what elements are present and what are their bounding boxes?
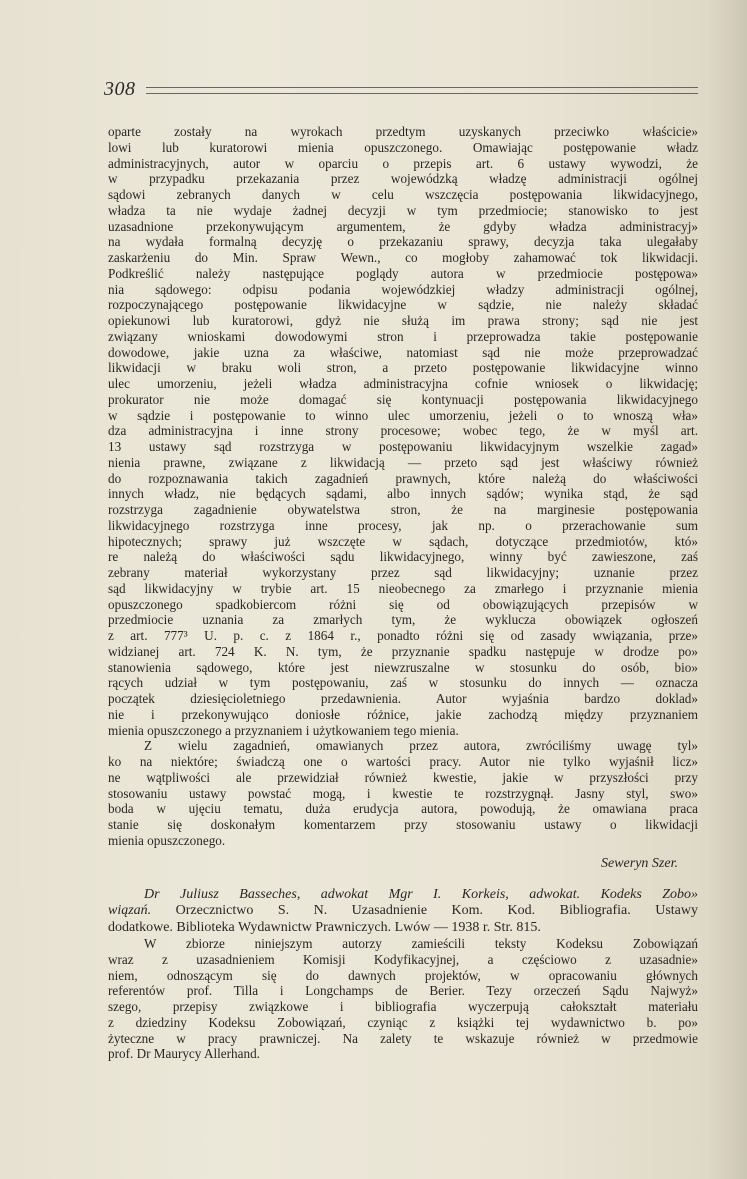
text-line: ko na niektóre; świadczą one o wartości pracy. Autor nie tylko wyjaśnił licz»: [108, 754, 698, 769]
text-line: związany wnioskami dowodowymi stron i przeprowadza takie postępowanie: [108, 328, 698, 344]
review-heading-title: wiązań.: [108, 903, 152, 918]
text-line: administracyjnych, autor w oparciu o przepis art. 6 ustawy wywodzi, że: [108, 155, 698, 171]
text-line: stanowienia sądowego, które jest niewzruszalne w stosunku do osób, bio»: [108, 659, 698, 675]
page-number: 308: [104, 78, 136, 100]
text-line: szego, przepisy związkowe i bibliografia wyczerpują całokształt materiału: [108, 999, 698, 1014]
text-line: przedmiocie uznania za zmarłych tym, że wyklucza obowiązek ogłoszeń: [108, 612, 698, 628]
text-line: hipotecznych; sprawy już wszczęte w sądach, dotyczące przedmiotów, któ»: [108, 533, 698, 549]
page-edge-shadow: [707, 0, 747, 1179]
text-line: opiekunowi lub kuratorowi, gdyż nie służą im prawa strony; sąd nie jest: [108, 313, 698, 328]
review-heading-authors: Dr Juliusz Basseches, adwokat Mgr I. Korkeis, adwokat. Kodeks Zobo»: [144, 886, 698, 902]
text-line: nie i przekonywująco doniosłe różnice, jakie zachodzą między przyznaniem: [108, 706, 698, 722]
text-line: opuszczonego spadkobiercom różni się od obowiązujących przepisów w: [108, 596, 698, 612]
text-line: oparte zostały na wyrokach przedtym uzyskanych przeciwko właścicie»: [108, 124, 698, 139]
text-line: Z wielu zagadnień, omawianych przez autora, zwróciliśmy uwagę tyl»: [144, 738, 698, 754]
text-line: mienia opuszczonego a przyznaniem i użytkowaniem tego mienia.: [108, 722, 459, 738]
text-line: wraz z uzasadnieniem Komisji Kodyfikacyjnej, a częściowo z uzasadnie»: [108, 951, 698, 967]
text-line: początek dziesięcioletniego przedawnienia. Autor wyjaśnia bardzo doklad»: [108, 691, 698, 706]
text-line: prokurator nie może domagać się kontynuacji postępowania likwidacyjnego: [108, 391, 698, 407]
review-heading: [108, 887, 698, 937]
text-line: Podkreślić należy następujące poglądy autora w przedmiocie postępowa»: [108, 265, 698, 281]
text-line: rozpoczynającego postępowanie likwidacyjne w sądzie, nie należy składać: [108, 297, 698, 313]
text-line: stosowaniu ustawy powstać mogą, i kwestie te rozstrzygnął. Jasny styl, swo»: [108, 785, 698, 801]
text-line: ulec umorzeniu, jeżeli władza administracyjna cofnie wniosek o likwidację;: [108, 376, 698, 391]
text-line: likwidacji w braku woli stron, a przeto postępowanie likwidacyjne winno: [108, 360, 698, 376]
text-line: W zbiorze niniejszym autorzy zamieścili teksty Kodeksu Zobowiązań: [144, 936, 698, 951]
text-line: żyteczne w pracy prawniczej. Na zalety te wskazuje również w przedmowie: [108, 1030, 698, 1046]
text-line: władza ta nie wydaje żadnej decyzji w tym przedmiocie; stanowisko to jest: [108, 202, 698, 218]
text-line: re należą do właściwości sądu likwidacyjnego, winny być zawieszone, zaś: [108, 549, 698, 565]
text-line: mienia opuszczonego.: [108, 832, 226, 848]
text-line: 13 ustawy sąd rozstrzyga w postępowaniu likwidacyjnym wszelkie zagad»: [108, 439, 698, 454]
review-heading-contents: Orzecznictwo S. N. Uzasadnienie Kom. Kod. Bibliografia. Ustawy: [151, 903, 698, 918]
text-line: rących udział w tym postępowaniu, zaś w stosunku do innych — oznacza: [108, 675, 698, 691]
header-rule: [146, 87, 698, 94]
text-line: stanie się doskonałym komentarzem przy stosowaniu ustawy o likwidacji: [108, 817, 698, 832]
text-line: niem, odnoszącym się do dawnych projektów, w opracowaniu głównych: [108, 967, 698, 983]
text-line: z dziedziny Kodeksu Zobowiązań, czyniąc z książki tej wydawnictwo b. po»: [108, 1014, 698, 1030]
text-line: sąd likwidacyjny w trybie art. 15 nieobecnego za zmarłego i przyznanie mienia: [108, 580, 698, 596]
review-heading-line-1: [108, 887, 698, 904]
text-line: zaskarżeniu do Min. Spraw Wewn., co mogłoby zahamować tok likwidacji.: [108, 250, 698, 265]
text-line: nienia prawne, związane z likwidacją — przeto sąd jest właściwy również: [108, 454, 698, 470]
text-line: innych władz, nie będących sądami, albo innych sądów; wynika stąd, że sąd: [108, 486, 698, 502]
section-spacer: [108, 875, 698, 887]
text-line: prof. Dr Maurycy Allerhand.: [108, 1046, 260, 1062]
text-line: referentów prof. Tilla i Longchamps de Berier. Tezy orzeczeń Sądu Najwyż»: [108, 983, 698, 999]
text-line: widzianej art. 724 K. N. tym, że przyznanie spadku następuje w drodze po»: [108, 643, 698, 659]
page-header: [104, 78, 698, 102]
review-body-paragraph: [108, 936, 698, 1062]
text-line: z art. 777³ U. p. c. z 1864 r., ponadto różni się od zasady wwiązania, prze»: [108, 628, 698, 643]
review-paragraph-2: [108, 738, 698, 848]
text-line: likwidacyjnego rozstrzyga inne procesy, jak np. o przerachowanie sum: [108, 517, 698, 533]
text-line: w sądzie i postępowanie to winno ulec umorzeniu, jeżeli o to wnoszą wła»: [108, 407, 698, 423]
text-line: rozstrzyga zagadnienie obywatelstwa stron, że na marginesie postępowania: [108, 502, 698, 517]
text-line: do rozpoznawania takich zagadnień prawnych, które należą do właściwości: [108, 470, 698, 486]
page-body: [108, 124, 698, 1062]
text-line: nia sądowego: odpisu podania wojewódzkiej władzy administracji ogólnej,: [108, 281, 698, 297]
text-line: w przypadku przekazania przez wojewódzką władzę administracji ogólnej: [108, 171, 698, 187]
text-line: sądowi zebranych danych w celu wszczęcia postępowania likwidacyjnego,: [108, 187, 698, 202]
review-heading-line-3: dodatkowe. Biblioteka Wydawnictw Prawniczych. Lwów — 1938 r. Str. 815.: [108, 919, 541, 935]
text-line: ne wątpliwości ale przewidział również kwestie, jakie w przyszłości przy: [108, 769, 698, 785]
review-paragraph-1: [108, 124, 698, 738]
text-line: lowi lub kuratorowi mienia opuszczonego. Omawiając postępowanie władz: [108, 139, 698, 155]
text-line: dowodowe, jakie uzna za właściwe, natomiast sąd nie może przeprowadzać: [108, 344, 698, 360]
reviewer-signature: Seweryn Szer.: [601, 855, 678, 871]
text-line: zebrany materiał wykorzystany przez sąd likwidacyjny; uznanie przez: [108, 565, 698, 580]
text-line: uzasadnione przekonywującym argumentem, że gdyby władza administracyj»: [108, 218, 698, 234]
text-line: na wydała formalną decyzję o przekazaniu sprawy, decyzja taka ulegałaby: [108, 234, 698, 250]
review-heading-line-2: [108, 903, 698, 920]
text-line: dza administracyjna i inne strony procesowe; wobec tego, że w myśl art.: [108, 423, 698, 439]
text-line: boda w ujęciu tematu, duża erudycja autora, powodują, że omawiana praca: [108, 801, 698, 817]
